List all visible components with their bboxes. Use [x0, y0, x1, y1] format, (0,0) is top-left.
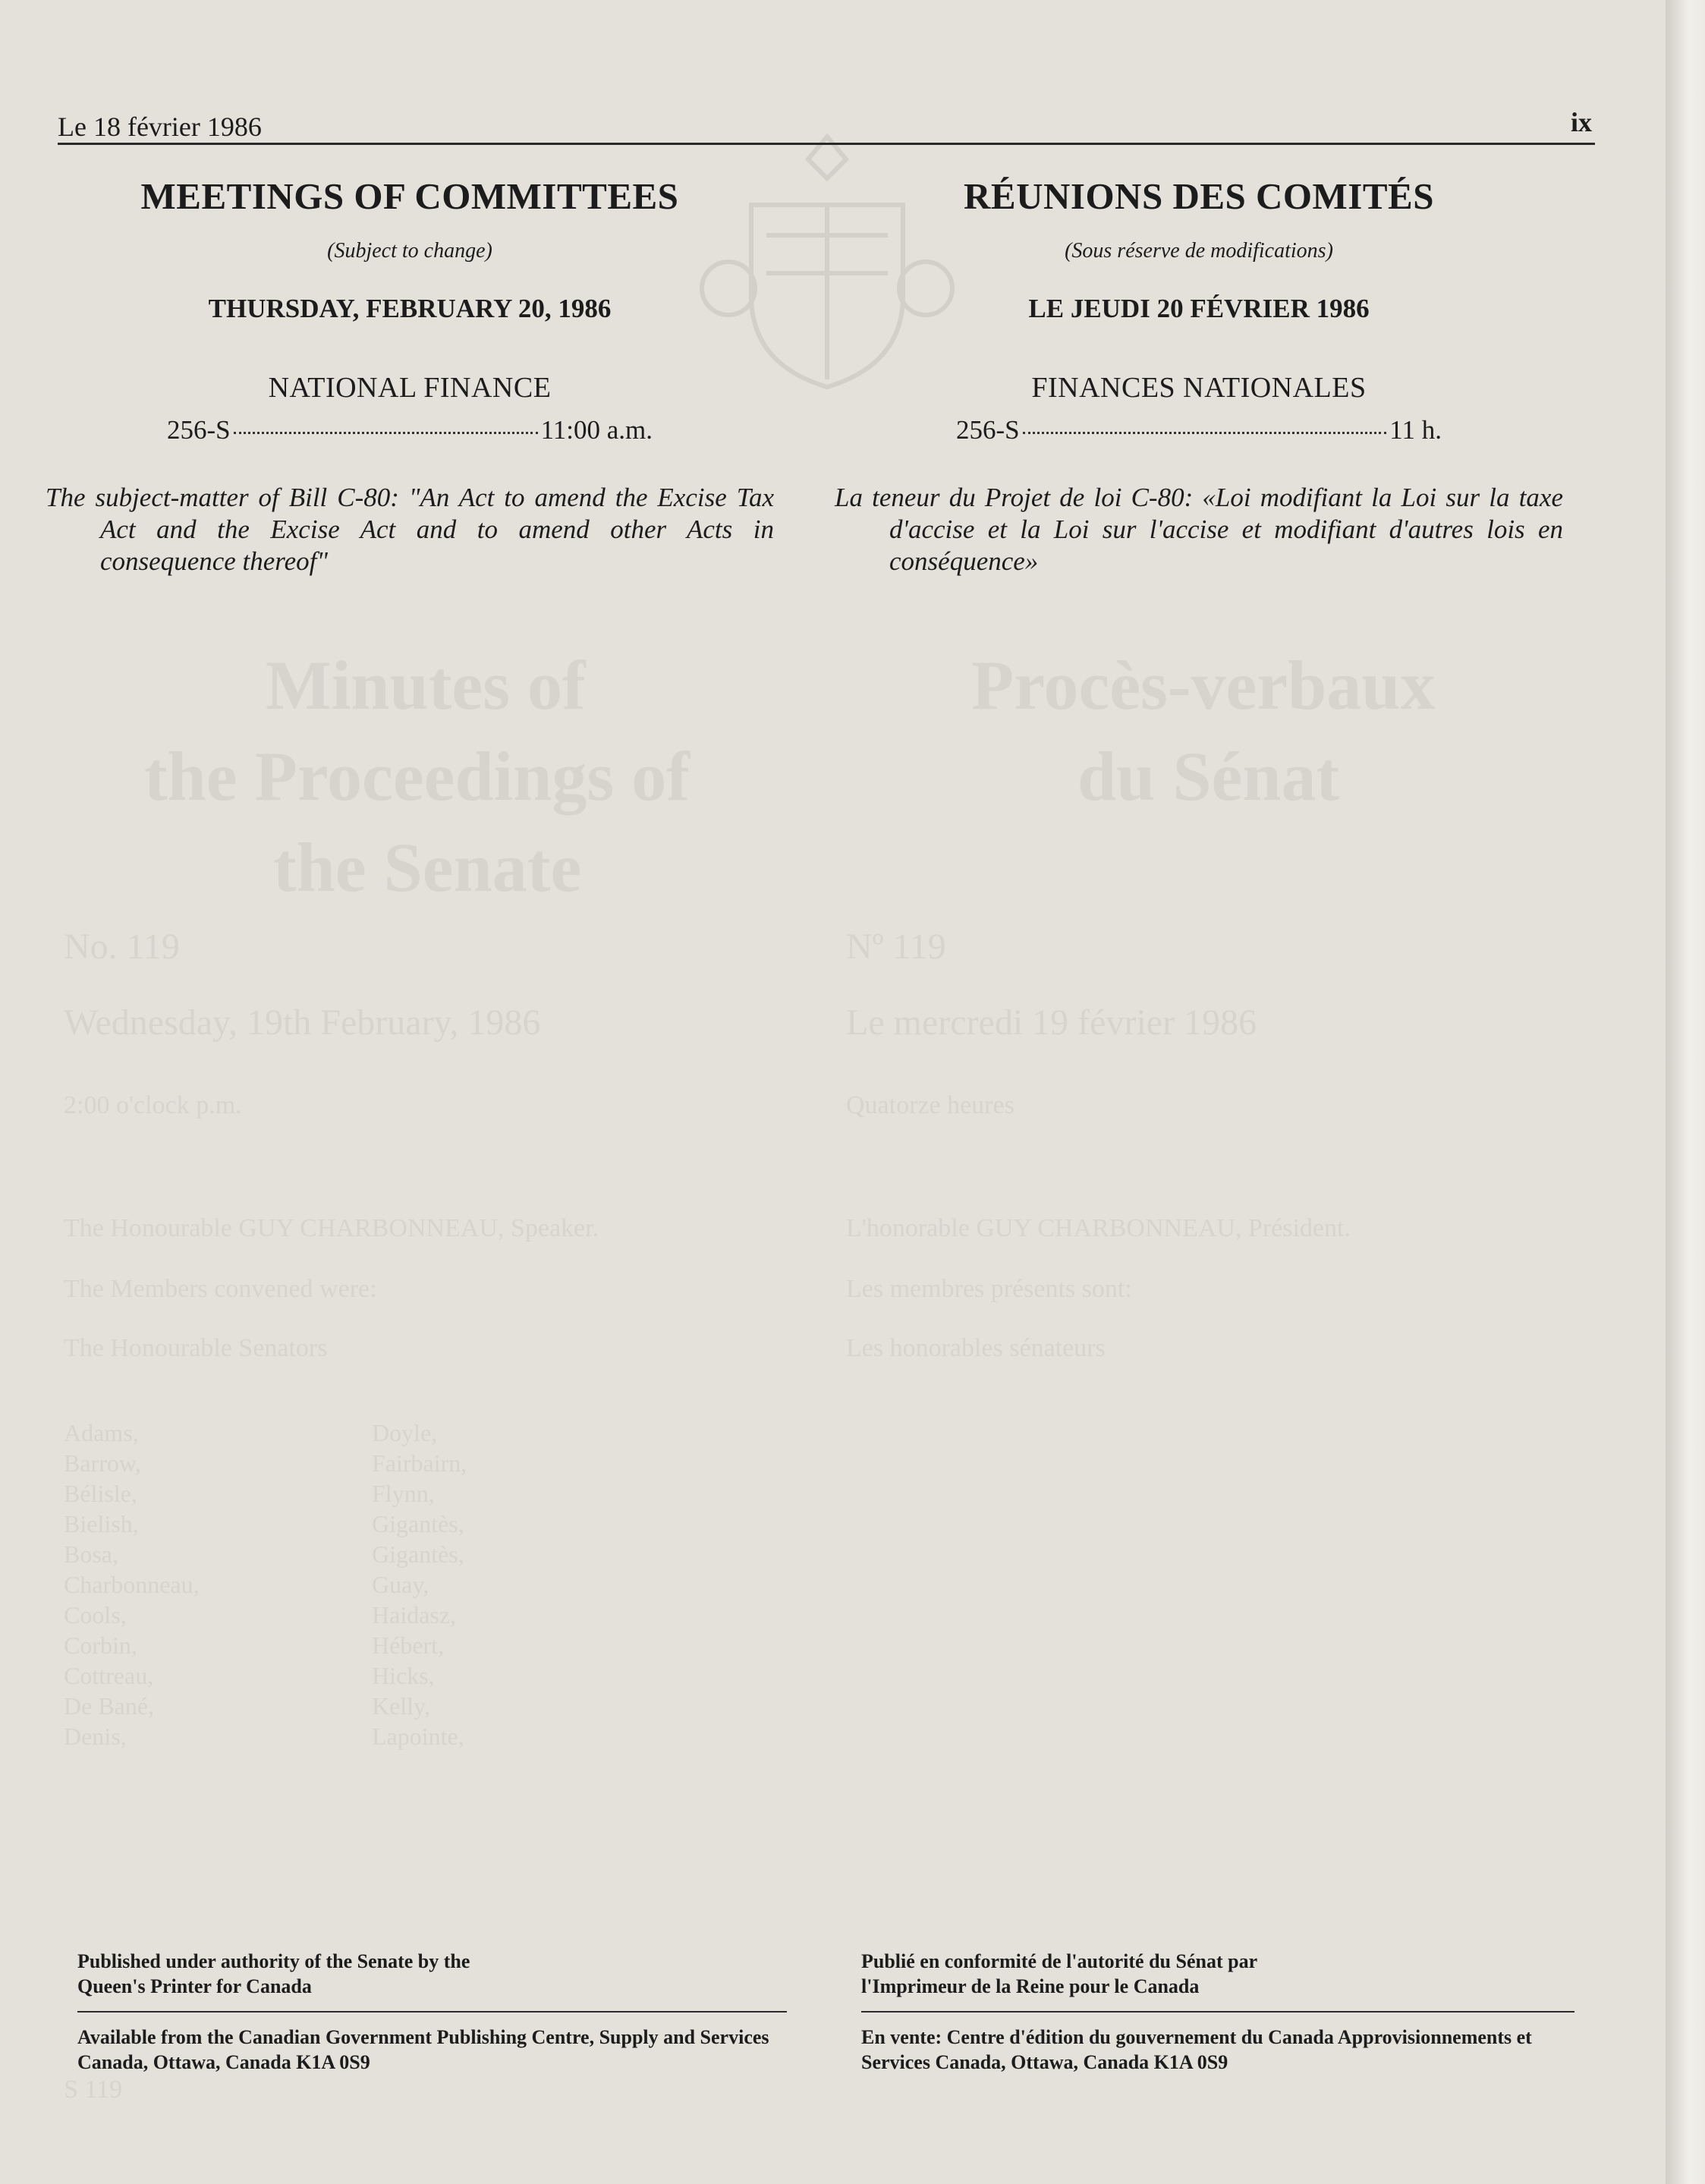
show-through-name: Doyle, — [372, 1419, 438, 1446]
header-rule — [58, 143, 1595, 145]
section-heading: MEETINGS OF COMMITTEES — [140, 175, 679, 217]
section-heading: RÉUNIONS DES COMITÉS — [964, 175, 1434, 217]
meeting-time: 11:00 a.m. — [540, 415, 653, 445]
show-through-name: Barrow, — [64, 1449, 141, 1477]
running-date: Le 18 février 1986 — [58, 112, 262, 142]
page-edge — [1666, 0, 1705, 2184]
availability-en: Available from the Canadian Government Publishing Centre, Supply and Services Canada, Ottawa, Canada K1A 0S9 — [77, 2026, 769, 2073]
show-through-title: the Proceedings of — [144, 738, 690, 815]
publication-authority-fr: Publié en conformité de l'autorité du Sénat par l'Imprimeur de la Reine pour le Canada — [861, 1950, 1257, 1997]
footer-rule — [861, 2011, 1574, 2012]
show-through-time: Quatorze heures — [846, 1091, 1015, 1119]
meeting-date: THURSDAY, FEBRUARY 20, 1986 — [208, 294, 612, 323]
show-through-members: Les membres présents sont: — [846, 1275, 1132, 1303]
show-through-senators: Les honorables sénateurs — [846, 1334, 1106, 1362]
show-through-name: Bosa, — [64, 1540, 118, 1568]
dot-leader — [1023, 432, 1387, 434]
show-through-date: Wednesday, 19th February, 1986 — [64, 1002, 541, 1043]
french-column — [835, 175, 1563, 577]
show-through-number: No. 119 — [64, 927, 180, 967]
dot-leader — [234, 432, 538, 434]
show-through-name: Flynn, — [372, 1480, 435, 1507]
committee-name: FINANCES NATIONALES — [1031, 372, 1367, 404]
meeting-time: 11 h. — [1389, 415, 1442, 445]
show-through-title: Minutes of — [266, 647, 586, 724]
show-through-title: du Sénat — [1077, 738, 1340, 815]
show-through-name: Hicks, — [372, 1662, 435, 1689]
availability-fr: En vente: Centre d'édition du gouvernement du Canada Approvisionnements et Services Canada, Ottawa, Canada K1A 0S9 — [861, 2026, 1532, 2073]
show-through-members: The Members convened were: — [64, 1275, 377, 1303]
show-through-name: Haidasz, — [372, 1601, 457, 1629]
room-number: 256-S — [167, 415, 231, 445]
show-through-title: Procès-verbaux — [971, 647, 1436, 724]
show-through-name: Bielish, — [64, 1510, 139, 1537]
room-time-row — [956, 415, 1442, 445]
show-through-name: Bélisle, — [64, 1480, 137, 1507]
footer-rule — [77, 2011, 787, 2012]
show-through-speaker: L'honorable GUY CHARBONNEAU, Président. — [846, 1214, 1351, 1242]
show-through-name: Cools, — [64, 1601, 127, 1629]
show-through-name: Kelly, — [372, 1692, 431, 1720]
show-through-name: Hébert, — [372, 1632, 445, 1659]
show-through-name: Charbonneau, — [64, 1571, 200, 1598]
show-through-time: 2:00 o'clock p.m. — [64, 1091, 242, 1119]
show-through-name: Cottreau, — [64, 1662, 154, 1689]
show-through-title: the Senate — [273, 829, 582, 906]
subject-matter: La teneur du Projet de loi C-80: «Loi modifiant la Loi sur la taxe d'accise et la Loi sur l'accise et modifiant d'autres lois en conséquence» — [835, 483, 1563, 576]
room-number: 256-S — [956, 415, 1020, 445]
show-through-name: Adams, — [64, 1419, 139, 1446]
publication-authority-en: Published under authority of the Senate by the Queen's Printer for Canada — [77, 1950, 470, 1997]
show-through-speaker: The Honourable GUY CHARBONNEAU, Speaker. — [64, 1214, 599, 1242]
page-number: ix — [1571, 107, 1593, 137]
show-through-date: Le mercredi 19 février 1986 — [846, 1002, 1257, 1043]
subject-to-change-note: (Sous réserve de modifications) — [1065, 239, 1333, 263]
show-through-name: Guay, — [372, 1571, 429, 1598]
room-time-row — [167, 415, 653, 445]
english-column — [46, 175, 774, 577]
subject-matter: The subject-matter of Bill C-80: "An Act to amend the Excise Tax Act and the Excise Act and to amend other Acts in consequence thereof" — [46, 483, 774, 576]
show-through-senators: The Honourable Senators — [64, 1334, 328, 1362]
show-through-name: Gigantès, — [372, 1510, 464, 1537]
show-through-number: Nº 119 — [846, 927, 946, 967]
show-through-name: Corbin, — [64, 1632, 137, 1659]
show-through-name: Fairbairn, — [372, 1449, 467, 1477]
show-through-name: Denis, — [64, 1723, 127, 1750]
show-through-name: Gigantès, — [372, 1540, 464, 1568]
show-through-name: Lapointe, — [372, 1723, 464, 1750]
subject-to-change-note: (Subject to change) — [327, 239, 492, 263]
show-through-name: De Bané, — [64, 1692, 155, 1720]
show-through-code: S 119 — [64, 2075, 123, 2104]
meeting-date: LE JEUDI 20 FÉVRIER 1986 — [1028, 294, 1370, 323]
committee-name: NATIONAL FINANCE — [268, 372, 552, 404]
